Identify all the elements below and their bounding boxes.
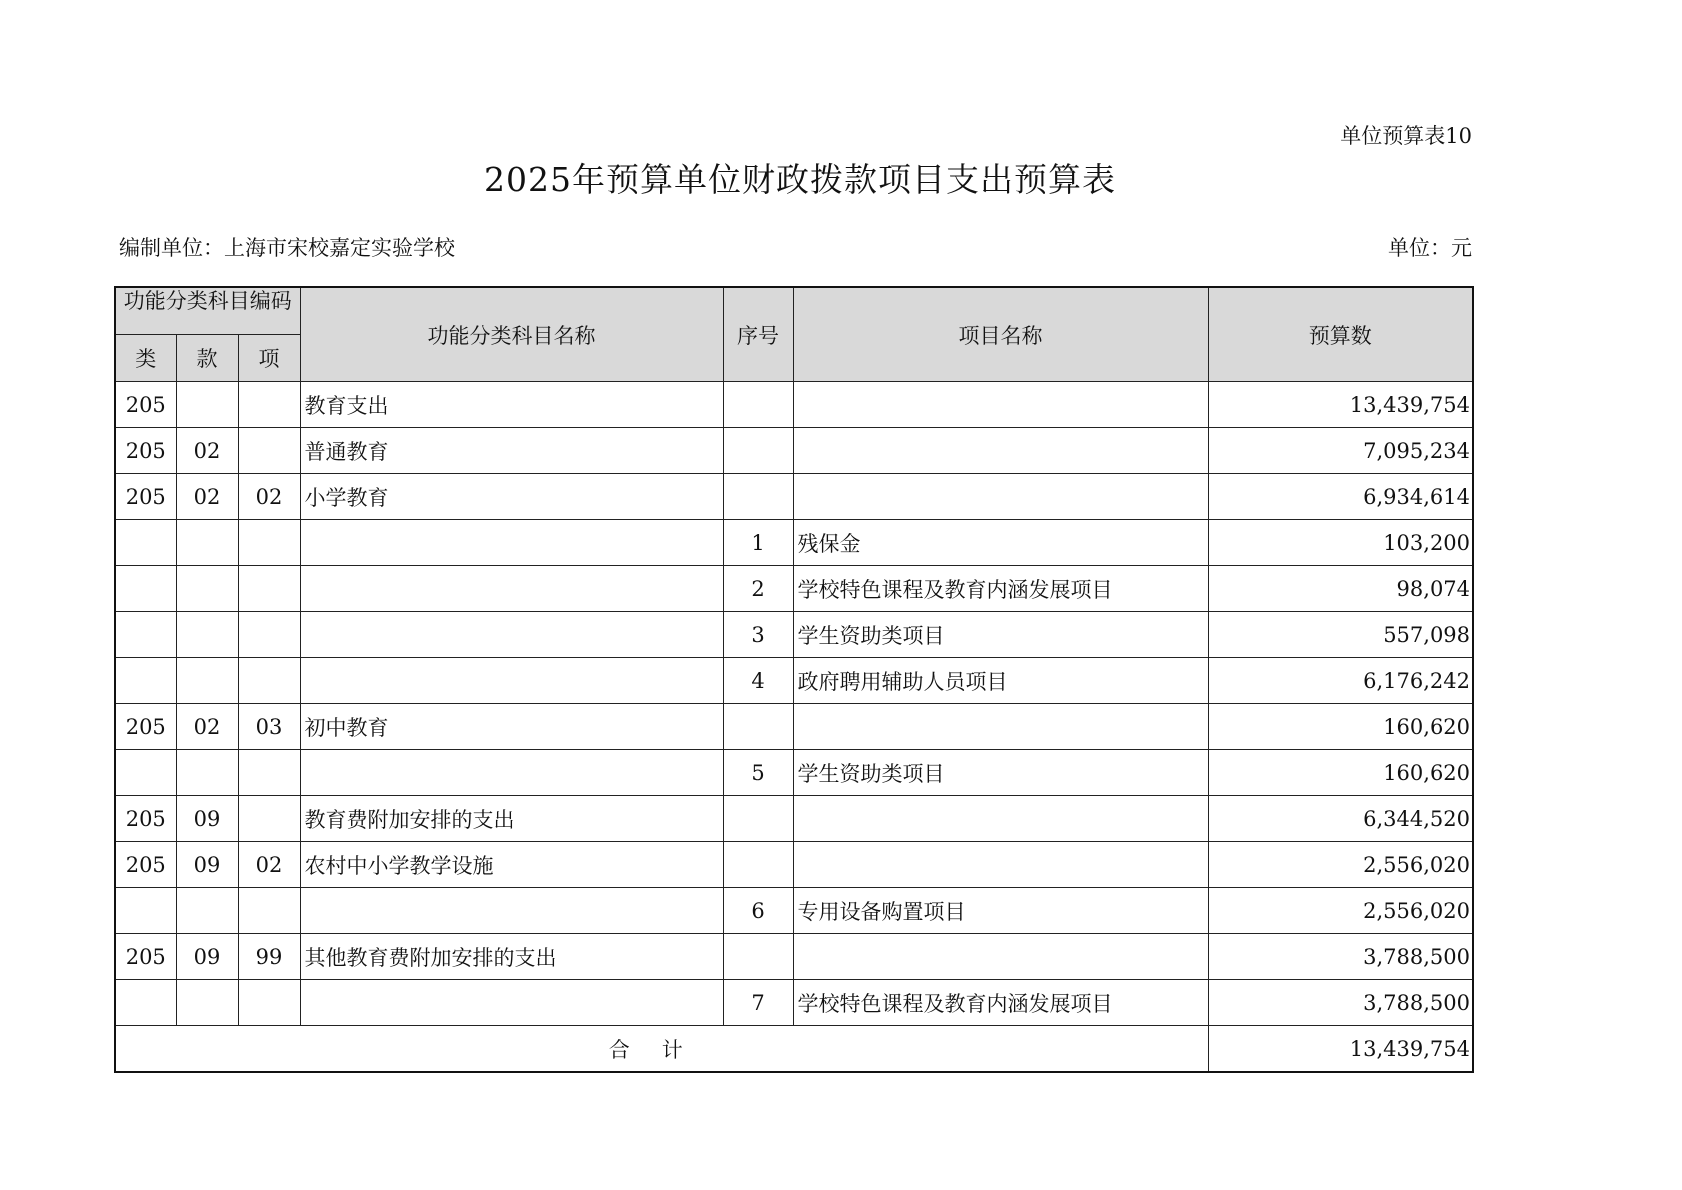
cell-budget-amount: 160,620	[1208, 750, 1473, 796]
table-row	[115, 796, 1473, 842]
cell-xiang	[238, 520, 300, 566]
cell-budget-amount: 103,200	[1208, 520, 1473, 566]
cell-kuan	[176, 980, 238, 1026]
cell-kuan	[176, 750, 238, 796]
cell-subject-name	[300, 566, 723, 612]
cell-lei: 205	[115, 796, 176, 842]
table-row	[115, 934, 1473, 980]
cell-kuan	[176, 382, 238, 428]
cell-xiang	[238, 980, 300, 1026]
cell-xiang	[238, 428, 300, 474]
table-row	[115, 428, 1473, 474]
table-row	[115, 612, 1473, 658]
header-subject-name: 功能分类科目名称	[300, 287, 723, 382]
table-row	[115, 658, 1473, 704]
cell-lei	[115, 612, 176, 658]
cell-subject-name	[300, 750, 723, 796]
cell-xiang	[238, 888, 300, 934]
header-project-name: 项目名称	[793, 287, 1208, 382]
cell-seq	[723, 796, 793, 842]
cell-project-name	[793, 934, 1208, 980]
cell-xiang: 03	[238, 704, 300, 750]
cell-subject-name: 农村中小学教学设施	[300, 842, 723, 888]
cell-project-name: 学生资助类项目	[793, 612, 1208, 658]
cell-kuan: 02	[176, 428, 238, 474]
cell-seq	[723, 382, 793, 428]
cell-subject-name: 初中教育	[300, 704, 723, 750]
cell-subject-name	[300, 612, 723, 658]
table-body	[115, 382, 1473, 1026]
cell-subject-name: 教育支出	[300, 382, 723, 428]
table-row	[115, 888, 1473, 934]
cell-xiang	[238, 796, 300, 842]
cell-subject-name: 普通教育	[300, 428, 723, 474]
cell-kuan	[176, 658, 238, 704]
table-row	[115, 520, 1473, 566]
cell-xiang: 02	[238, 474, 300, 520]
cell-project-name	[793, 796, 1208, 842]
cell-seq: 7	[723, 980, 793, 1026]
cell-subject-name: 教育费附加安排的支出	[300, 796, 723, 842]
cell-kuan: 02	[176, 704, 238, 750]
header-code-group: 功能分类科目编码	[115, 287, 300, 335]
cell-seq: 5	[723, 750, 793, 796]
cell-kuan	[176, 888, 238, 934]
cell-budget-amount: 7,095,234	[1208, 428, 1473, 474]
cell-lei: 205	[115, 382, 176, 428]
cell-subject-name	[300, 520, 723, 566]
cell-lei	[115, 520, 176, 566]
header-budget: 预算数	[1208, 287, 1473, 382]
cell-seq: 1	[723, 520, 793, 566]
cell-seq: 4	[723, 658, 793, 704]
header-xiang: 项	[238, 335, 300, 382]
cell-budget-amount: 13,439,754	[1208, 382, 1473, 428]
cell-xiang	[238, 612, 300, 658]
page-title: 2025年预算单位财政拨款项目支出预算表	[484, 160, 1116, 199]
table-row	[115, 566, 1473, 612]
cell-subject-name	[300, 980, 723, 1026]
cell-lei: 205	[115, 704, 176, 750]
table-row	[115, 704, 1473, 750]
cell-project-name	[793, 428, 1208, 474]
cell-xiang: 02	[238, 842, 300, 888]
cell-seq	[723, 428, 793, 474]
table-header	[115, 287, 1473, 382]
cell-lei	[115, 888, 176, 934]
cell-xiang	[238, 750, 300, 796]
cell-budget-amount: 3,788,500	[1208, 934, 1473, 980]
cell-project-name	[793, 842, 1208, 888]
cell-lei: 205	[115, 842, 176, 888]
cell-xiang	[238, 566, 300, 612]
cell-project-name: 专用设备购置项目	[793, 888, 1208, 934]
total-label: 合计	[115, 1026, 1208, 1073]
cell-seq: 6	[723, 888, 793, 934]
cell-kuan: 09	[176, 796, 238, 842]
table-row	[115, 750, 1473, 796]
cell-budget-amount: 2,556,020	[1208, 888, 1473, 934]
cell-project-name	[793, 382, 1208, 428]
cell-lei	[115, 750, 176, 796]
header-lei: 类	[115, 335, 176, 382]
cell-budget-amount: 3,788,500	[1208, 980, 1473, 1026]
table-row	[115, 842, 1473, 888]
cell-kuan	[176, 566, 238, 612]
table-row	[115, 980, 1473, 1026]
cell-budget-amount: 6,176,242	[1208, 658, 1473, 704]
cell-lei: 205	[115, 934, 176, 980]
cell-lei: 205	[115, 474, 176, 520]
header-seq: 序号	[723, 287, 793, 382]
cell-kuan: 09	[176, 842, 238, 888]
cell-seq	[723, 842, 793, 888]
cell-kuan	[176, 612, 238, 658]
table-row	[115, 382, 1473, 428]
table-row	[115, 474, 1473, 520]
cell-lei	[115, 980, 176, 1026]
cell-xiang	[238, 382, 300, 428]
cell-budget-amount: 6,934,614	[1208, 474, 1473, 520]
cell-subject-name: 其他教育费附加安排的支出	[300, 934, 723, 980]
cell-project-name: 残保金	[793, 520, 1208, 566]
cell-project-name: 学校特色课程及教育内涵发展项目	[793, 980, 1208, 1026]
cell-lei	[115, 658, 176, 704]
cell-project-name: 政府聘用辅助人员项目	[793, 658, 1208, 704]
cell-xiang	[238, 658, 300, 704]
cell-seq	[723, 704, 793, 750]
cell-subject-name	[300, 888, 723, 934]
cell-budget-amount: 6,344,520	[1208, 796, 1473, 842]
cell-budget-amount: 2,556,020	[1208, 842, 1473, 888]
cell-project-name	[793, 474, 1208, 520]
total-row	[115, 1026, 1473, 1073]
cell-lei: 205	[115, 428, 176, 474]
cell-xiang: 99	[238, 934, 300, 980]
cell-seq	[723, 934, 793, 980]
budget-table	[114, 286, 1474, 1073]
table-number: 单位预算表10	[1340, 124, 1472, 148]
cell-budget-amount: 557,098	[1208, 612, 1473, 658]
cell-budget-amount: 160,620	[1208, 704, 1473, 750]
cell-seq: 3	[723, 612, 793, 658]
cell-project-name	[793, 704, 1208, 750]
compiling-unit: 编制单位：上海市宋校嘉定实验学校	[119, 236, 455, 260]
cell-project-name: 学校特色课程及教育内涵发展项目	[793, 566, 1208, 612]
cell-subject-name: 小学教育	[300, 474, 723, 520]
cell-kuan: 02	[176, 474, 238, 520]
cell-subject-name	[300, 658, 723, 704]
currency-unit: 单位：元	[1388, 236, 1472, 260]
header-kuan: 款	[176, 335, 238, 382]
cell-seq: 2	[723, 566, 793, 612]
cell-project-name: 学生资助类项目	[793, 750, 1208, 796]
cell-budget-amount: 98,074	[1208, 566, 1473, 612]
cell-seq	[723, 474, 793, 520]
cell-kuan	[176, 520, 238, 566]
cell-kuan: 09	[176, 934, 238, 980]
cell-lei	[115, 566, 176, 612]
total-amount: 13,439,754	[1208, 1026, 1473, 1073]
